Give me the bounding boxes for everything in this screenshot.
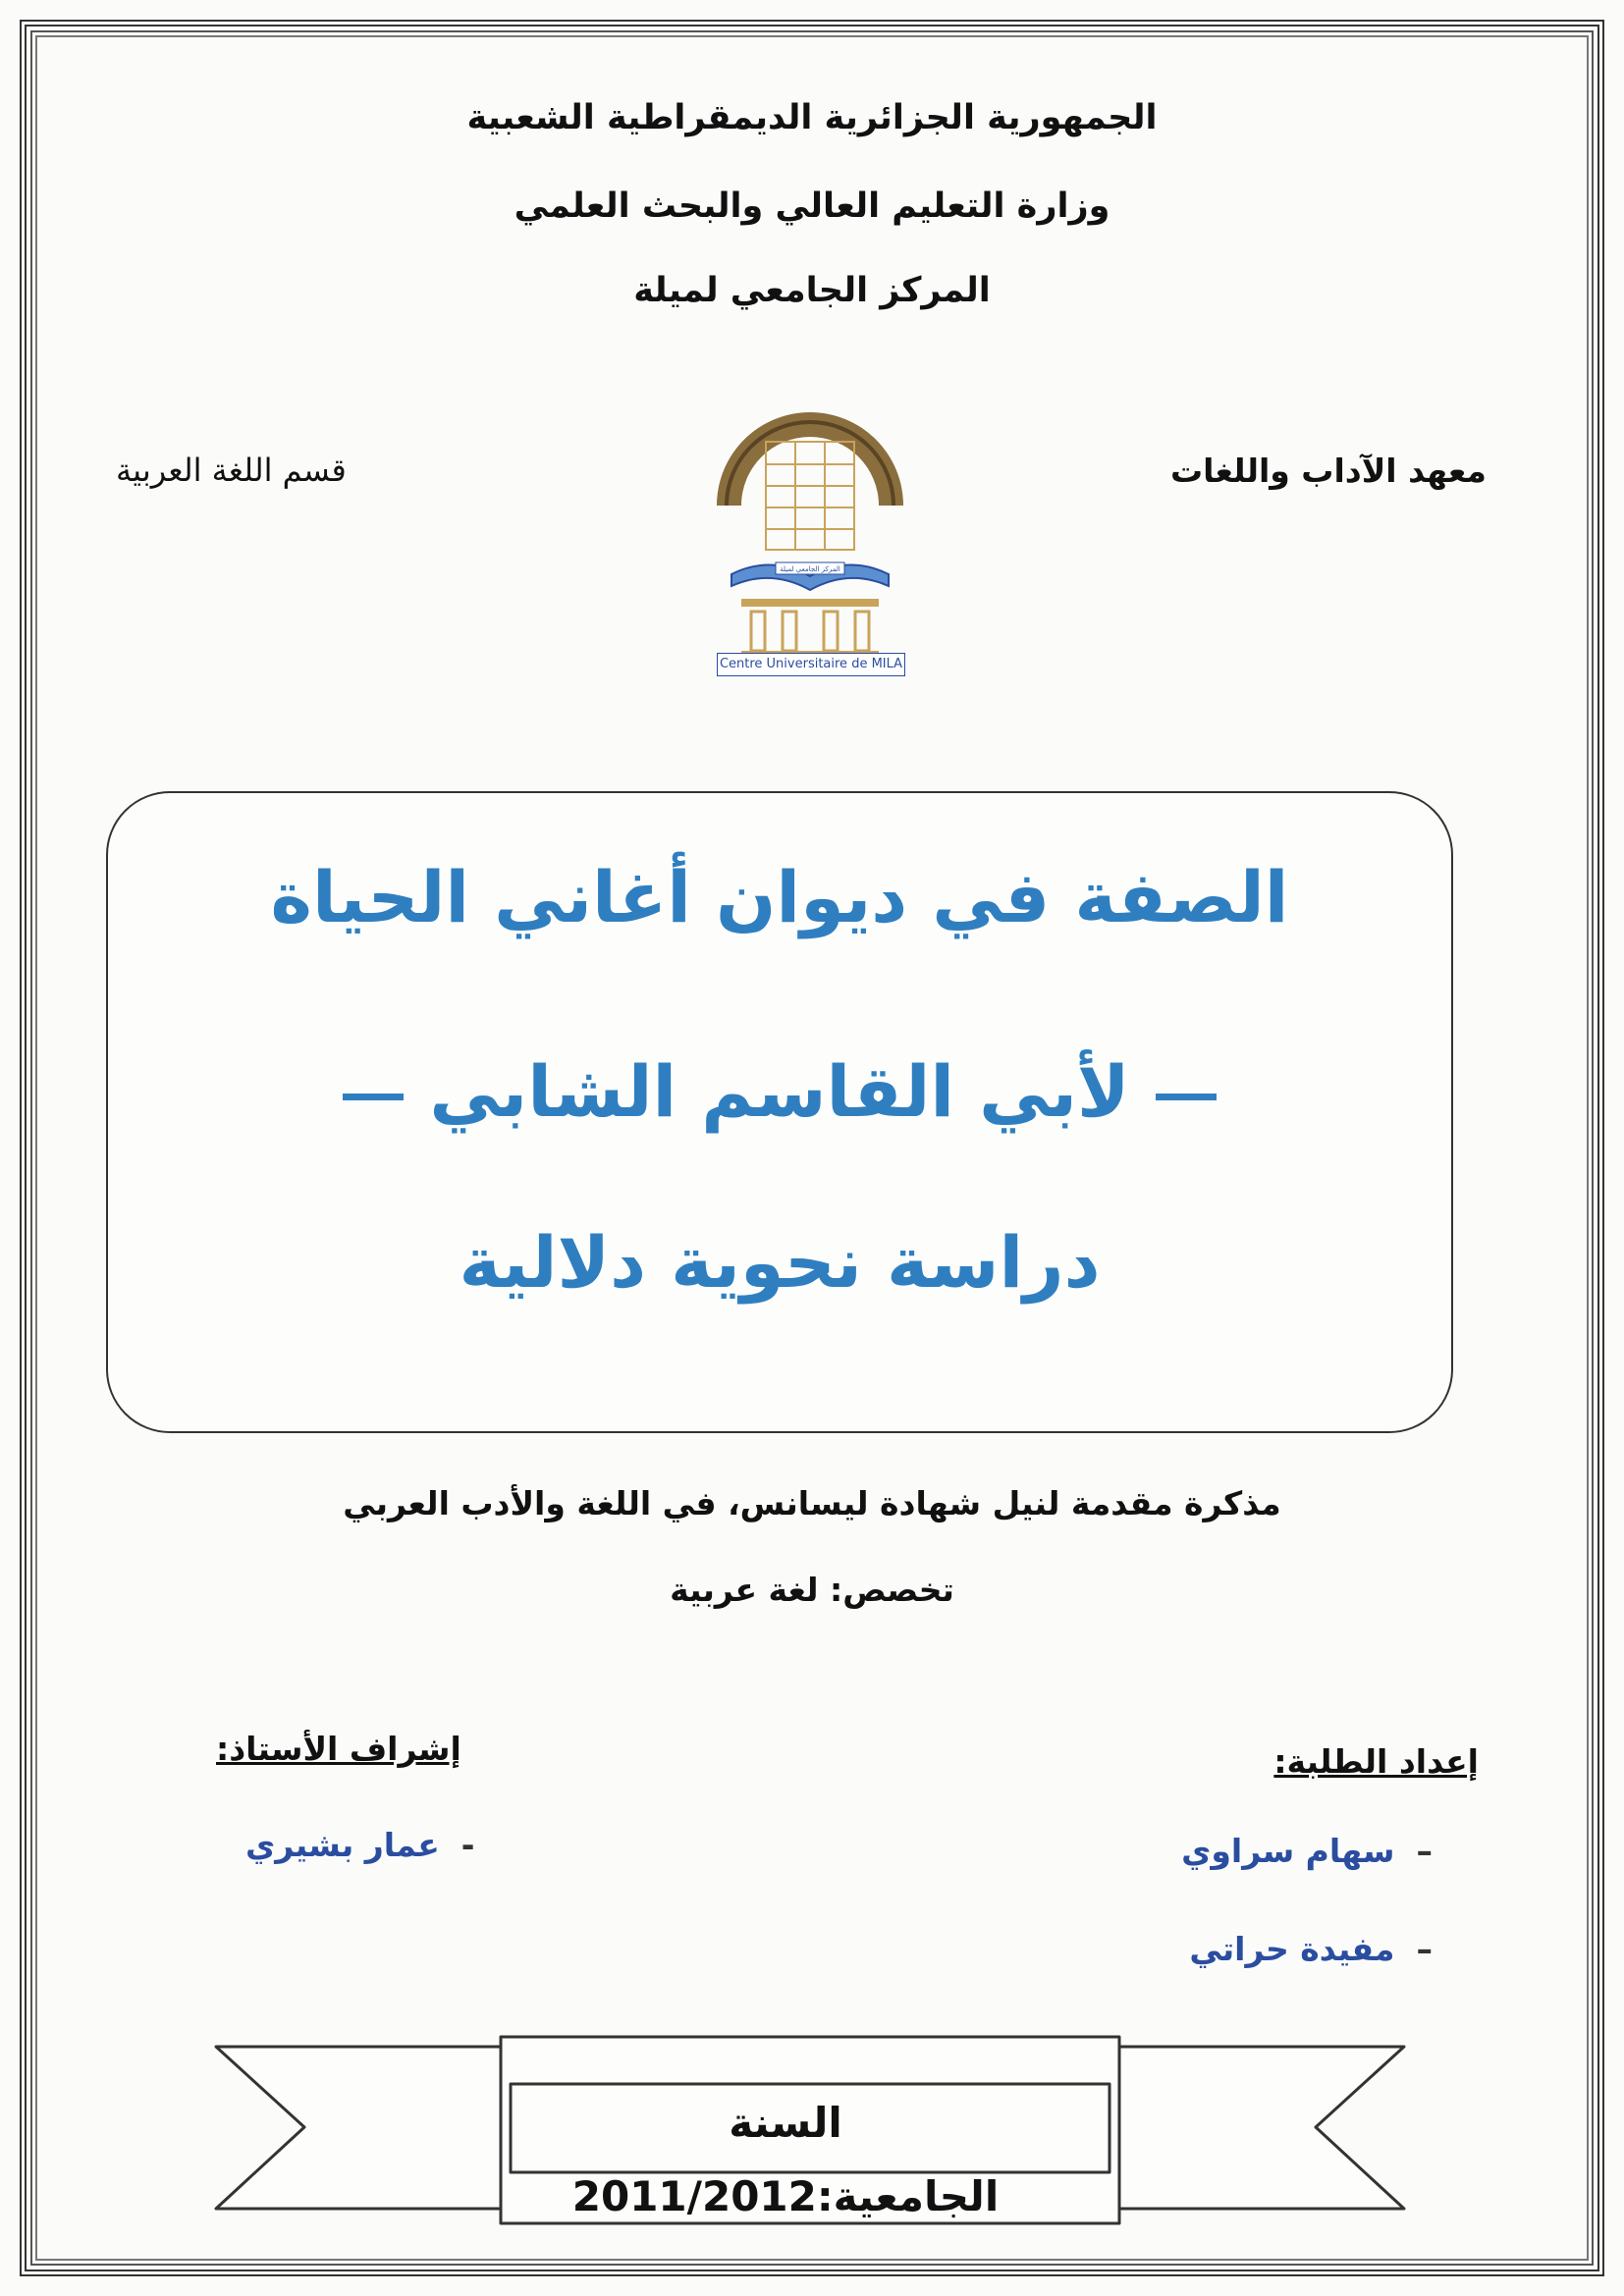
thesis-title-line3: دراسة نحوية دلالية [459,1221,1101,1304]
thesis-title-author: لأبي القاسم الشابي [429,1050,1130,1133]
academic-year: السنة الجامعية:2011/2012 [571,2099,1000,2220]
thesis-title-line2 [108,1050,1451,1133]
specialty-label: تخصص: لغة عربية [670,1571,954,1609]
supervisor-name: عمار بشيري [245,1826,440,1864]
student-2 [1189,1930,1433,1968]
student-1 [1181,1832,1433,1870]
ministry-name: وزارة التعليم العالي والبحث العلمي [514,187,1110,226]
department-label: قسم اللغة العربية [116,452,347,489]
university-logo [687,358,933,682]
student-name: مفيدة حراتي [1189,1930,1395,1968]
institute-label: معهد الآداب واللغات [1169,452,1487,490]
logo-caption: Centre Universitaire de MILA [717,653,905,676]
students-heading: إعداد الطلبة: [1273,1742,1479,1781]
thesis-description: مذكرة مقدمة لنيل شهادة ليسانس، في اللغة والأدب العربي [343,1484,1281,1522]
logo-inner-text: المركز الجامعي لميلة [780,565,840,573]
title-box [106,791,1453,1433]
bullet-dash: - [460,1826,475,1864]
supervisor [245,1826,474,1864]
bullet-dash: – [1416,1832,1433,1870]
dash-left [343,1094,404,1100]
bullet-dash: – [1416,1930,1433,1968]
thesis-title-line1: الصفة في ديوان أغاني الحياة [270,856,1289,938]
supervisor-heading: إشراف الأستاذ: [216,1730,461,1768]
dash-right [1156,1094,1217,1100]
university-name: المركز الجامعي لميلة [633,271,991,310]
republic-name: الجمهورية الجزائرية الديمقراطية الشعبية [466,98,1158,137]
student-name: سهام سراوي [1181,1832,1395,1870]
